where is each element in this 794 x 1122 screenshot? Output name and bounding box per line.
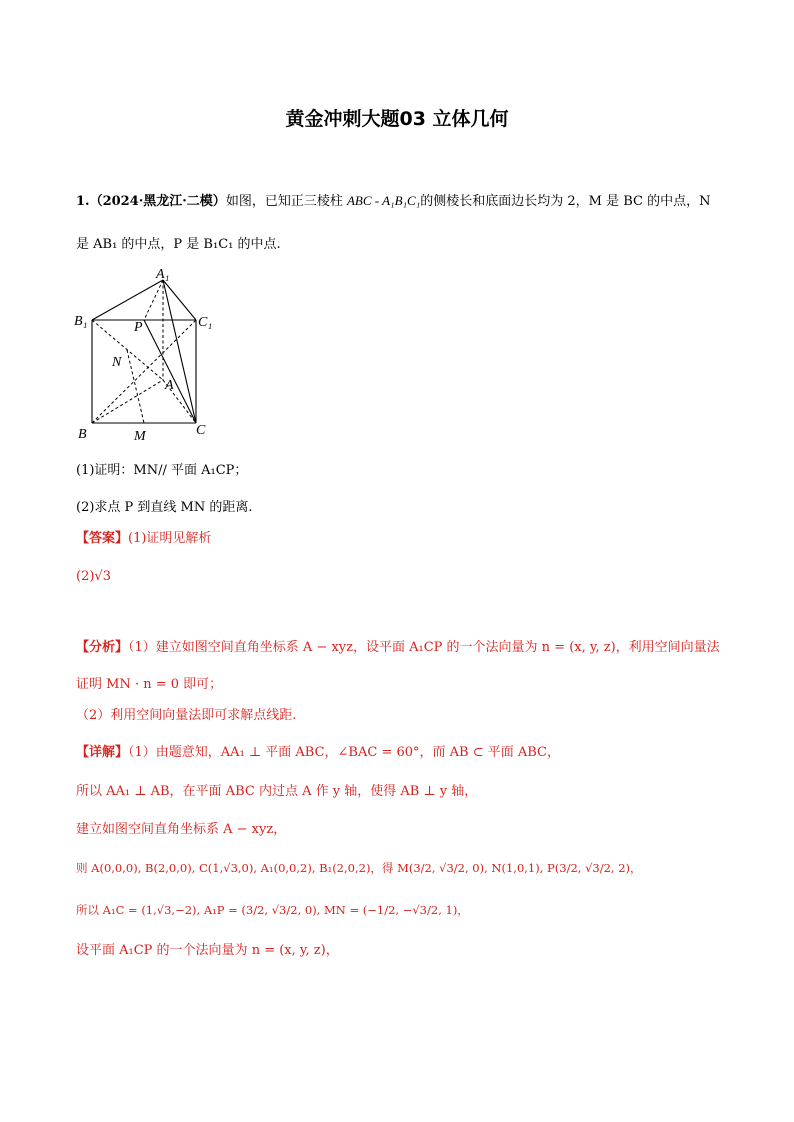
segment-A1C: [163, 280, 196, 423]
segment-PC: [144, 320, 196, 423]
detail-line-2: 所以 AA₁ ⊥ AB，在平面 ABC 内过点 A 作 y 轴，使得 AB ⊥ y 轴，: [76, 784, 478, 799]
analysis-line-3: （2）利用空间向量法即可求解点线距.: [76, 708, 297, 723]
label-N: N: [112, 355, 122, 370]
analysis-tag: 【分析】: [76, 640, 129, 655]
detail-line-4: 则 A(0,0,0), B(2,0,0), C(1,√3,0), A₁(0,0,2), B₁(2,0,2)，得 M(3/2, √3/2, 0), N(1,0,1), P(3/2, √3/2, 2)，: [76, 861, 642, 875]
prism-figure: [72, 268, 232, 443]
detail-line-5: 所以 A₁C = (1,√3,−2), A₁P = (3/2, √3/2, 0), MN = (−1/2, −√3/2, 1)，: [76, 903, 469, 917]
question-2: (2)求点 P 到直线 MN 的距离.: [76, 500, 253, 515]
label-M: M: [134, 429, 146, 443]
detail-line-6: 设平面 A₁CP 的一个法向量为 n = (x, y, z)，: [76, 943, 339, 958]
problem-line-1: 1.（2024·黑龙江·二模）如图，已知正三棱柱 ABC - A₁B₁C₁的侧棱长和底面边长均为 2，M 是 BC 的中点，N: [76, 193, 711, 209]
label-C: C: [196, 423, 206, 438]
problem-number: 1.: [76, 194, 90, 209]
analysis-line-1: 【分析】（1）建立如图空间直角坐标系 A − xyz，设平面 A₁CP 的一个法向量为 n = (x, y, z)，利用空间向量法: [76, 640, 720, 655]
problem-source: （2024·黑龙江·二模）: [89, 194, 226, 209]
label-P: P: [134, 320, 143, 335]
analysis-line-2: 证明 MN · n = 0 即可；: [76, 677, 223, 692]
label-A1: A₁: [156, 268, 170, 282]
detail-tag: 【详解】: [76, 745, 129, 760]
edge-BA-hidden: [92, 380, 163, 423]
answer-tag: 【答案】: [76, 531, 129, 546]
page-title: 黄金冲刺大题03 立体几何: [285, 108, 509, 130]
answer-line-2: (2)√3: [76, 569, 111, 584]
label-A: A: [165, 378, 174, 393]
label-B1: B₁: [74, 314, 88, 329]
segment-A1P-hidden: [144, 280, 163, 320]
edge-B1A1: [92, 280, 163, 320]
question-1: (1)证明：MN// 平面 A₁CP；: [76, 463, 248, 478]
prism-name: ABC - A₁B₁C₁: [346, 193, 421, 208]
detail-line-1: 【详解】（1）由题意知，AA₁ ⊥ 平面 ABC，∠BAC = 60°，而 AB ⊂ 平面 ABC，: [76, 745, 560, 760]
label-B: B: [78, 427, 87, 442]
answer-line-1: 【答案】(1)证明见解析: [76, 531, 212, 546]
diagonal-BC1-hidden: [92, 320, 196, 423]
problem-line-2: 是 AB₁ 的中点，P 是 B₁C₁ 的中点.: [76, 237, 281, 252]
label-C1: C₁: [198, 315, 213, 330]
detail-line-3: 建立如图空间直角坐标系 A − xyz，: [76, 822, 287, 837]
